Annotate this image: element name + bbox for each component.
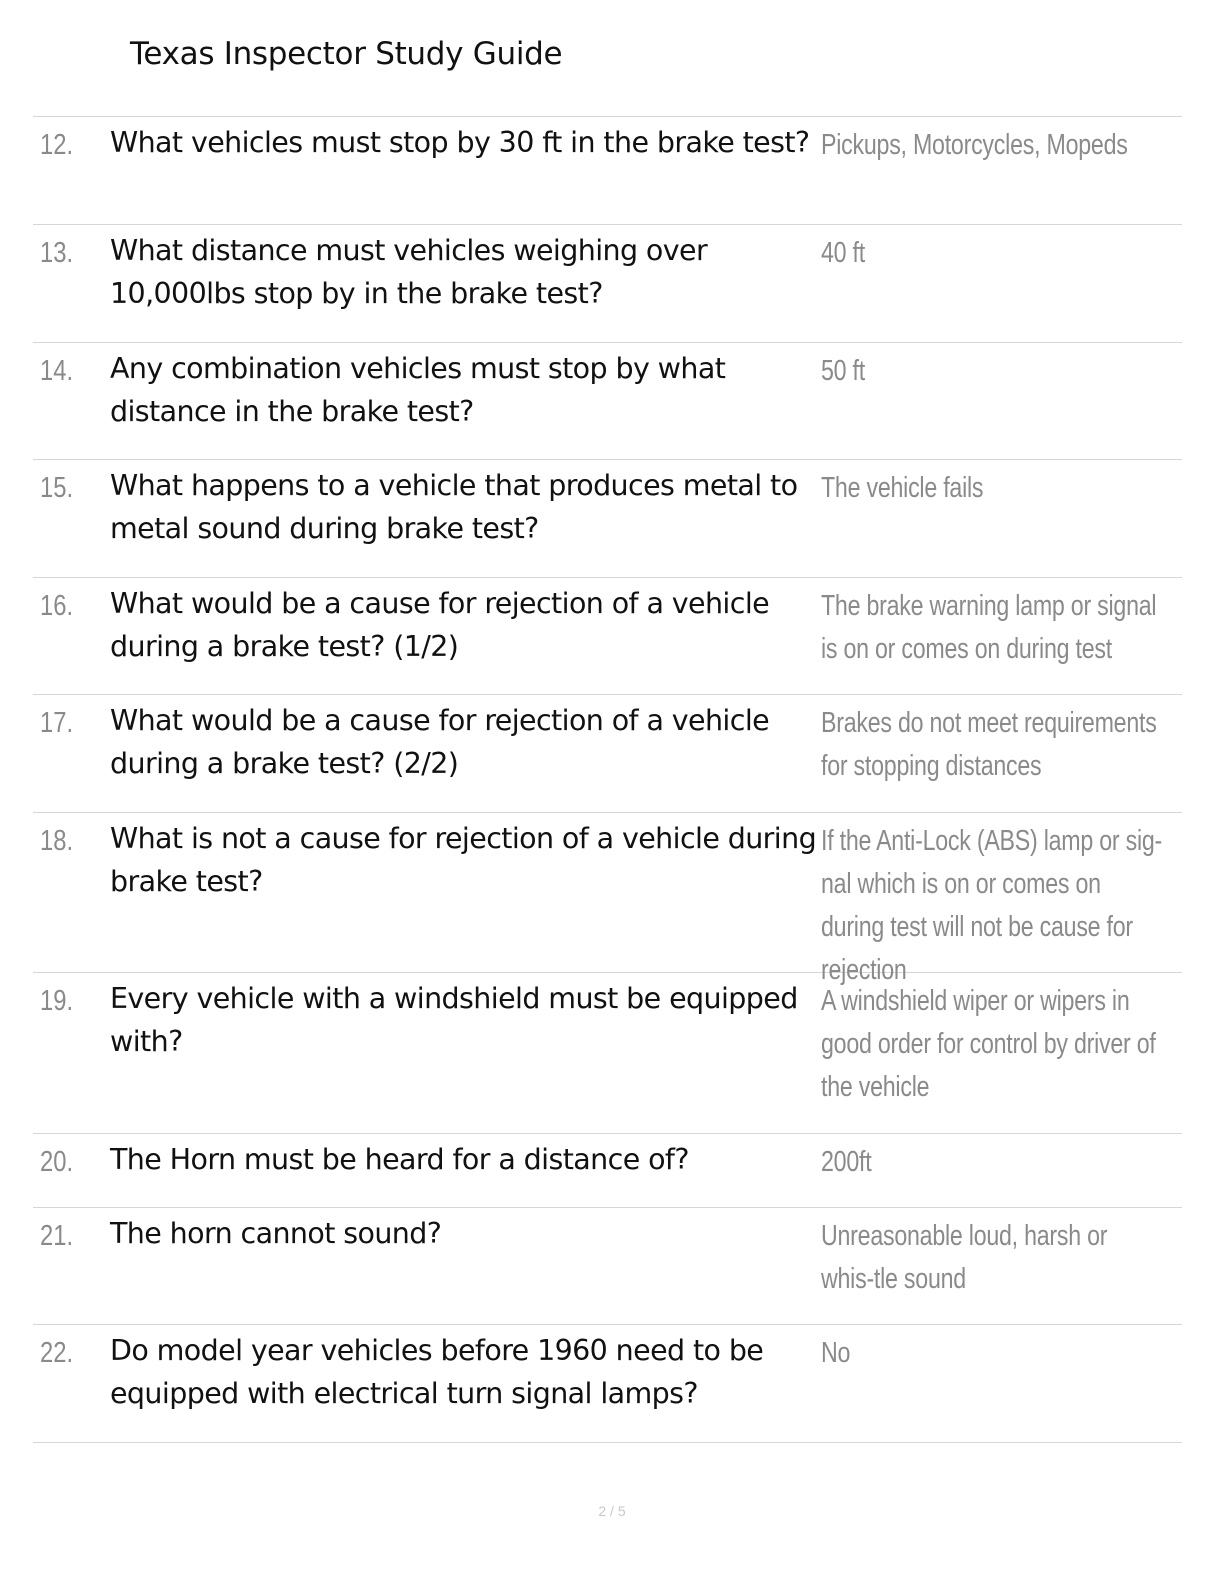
question-text: What happens to a vehicle that produces metal to metal sound during brake test? [110,469,798,545]
answer-text: Unreasonable loud, harsh or whis-tle sound [821,1220,1108,1295]
question-text: Any combination vehicles must stop by what distance in the brake test? [110,352,726,428]
answer-text: A windshield wiper or wipers in good order for control by driver of the vehicle [821,985,1156,1103]
qa-row-19 [33,973,1182,1134]
question-number: 18. [40,825,74,857]
qa-row-21 [33,1208,1182,1325]
question-number: 12. [40,129,74,161]
question-text: What distance must vehicles weighing over 10,000lbs stop by in the brake test? [110,234,708,310]
question-text: What vehicles must stop by 30 ft in the brake test? [110,126,810,159]
answer-text: The brake warning lamp or signal is on or comes on during test [821,590,1157,665]
question-text: The horn cannot sound? [110,1217,442,1250]
answer-text: 50 ft [821,355,865,387]
qa-row-14 [33,343,1182,460]
page-title: Texas Inspector Study Guide [130,36,563,72]
qa-row-12 [33,117,1182,225]
question-text: What would be a cause for rejection of a vehicle during a brake test? (1/2) [110,587,770,663]
question-number: 14. [40,355,74,387]
qa-row-13 [33,225,1182,343]
answer-text: No [821,1337,851,1369]
page-number: 2 / 5 [598,1503,626,1519]
question-number: 20. [40,1146,74,1178]
question-text: Do model year vehicles before 1960 need to be equipped with electrical turn signal lamps? [110,1334,764,1410]
question-number: 21. [40,1220,74,1252]
question-number: 13. [40,237,74,269]
qa-row-15 [33,460,1182,578]
answer-text: 40 ft [821,237,865,269]
qa-row-17 [33,695,1182,813]
question-number: 15. [40,472,74,504]
question-text: Every vehicle with a windshield must be equipped with? [110,982,798,1058]
answer-text: 200ft [821,1146,872,1178]
qa-row-18 [33,813,1182,986]
answer-text: The vehicle fails [821,472,984,504]
qa-row-22 [33,1325,1182,1443]
answer-text: Brakes do not meet requirements for stopping distances [821,707,1157,782]
question-number: 22. [40,1337,74,1369]
question-number: 16. [40,590,74,622]
question-number: 17. [40,707,74,739]
question-text: The Horn must be heard for a distance of? [110,1143,689,1176]
question-text: What is not a cause for rejection of a vehicle during brake test? [110,822,817,898]
question-text: What would be a cause for rejection of a vehicle during a brake test? (2/2) [110,704,770,780]
qa-row-20 [33,1134,1182,1208]
qa-list [33,116,1182,1443]
qa-row-16 [33,578,1182,695]
question-number: 19. [40,985,74,1017]
answer-text: If the Anti-Lock (ABS) lamp or sig-nal which is on or comes on during test will not be cause for rejection [821,825,1163,986]
answer-text: Pickups, Motorcycles, Mopeds [821,129,1128,161]
